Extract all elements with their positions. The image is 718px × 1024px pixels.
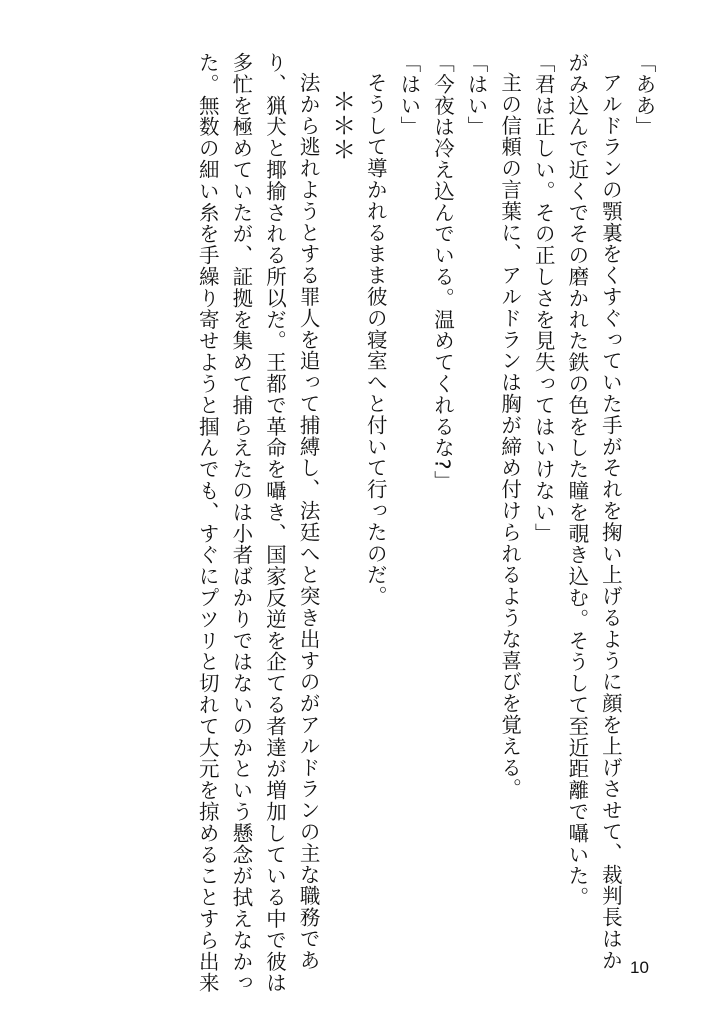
- dialogue-line: 「今夜は冷え込んでいる。温めてくれるな?」: [430, 52, 455, 492]
- narration-line: そうして導かれるまま彼の寝室へと付いて行ったのだ。: [363, 72, 388, 607]
- narration-line: 法から逃れようとする罪人を追って捕縛し、法廷へと突き出すのがアルドランの主な職務であ: [296, 72, 321, 971]
- dialogue-line: 「はい」: [396, 52, 421, 138]
- narration-line: 主の信頼の言葉に、アルドランは胸が締め付けられるような喜びを覚える。: [497, 72, 522, 800]
- narration-line: アルドランの顎裏をくすぐっていた手がそれを掬い上げるように顔を上げさせて、裁判長はか: [598, 72, 623, 971]
- narration-line: 多忙を極めていたが、証拠を集めて捕らえたのは小者ばかりではないのかという懸念が拭えなかっ: [228, 52, 253, 994]
- page-number: 10: [630, 958, 649, 977]
- narration-line: がみ込んで近くでその磨かれた鉄の色をした瞳を覗き込む。そうして至近距離で囁いた。: [564, 52, 589, 908]
- dialogue-line: 「ああ」: [632, 52, 656, 138]
- narration-line: り、猟犬と揶揄される所以だ。王都で革命を囁き、国家反逆を企てる者達が増加している中で彼は: [262, 52, 287, 994]
- dialogue-line: 「君は正しい。その正しさを見失ってはいけない」: [531, 52, 556, 545]
- dialogue-line: 「はい」: [464, 52, 489, 138]
- narration-line: た。無数の細い糸を手繰り寄せようと掴んでも、すぐにプツリと切れて大元を掠めることすら出来: [195, 52, 220, 994]
- scene-break-asterisks: ＊＊＊: [327, 89, 356, 161]
